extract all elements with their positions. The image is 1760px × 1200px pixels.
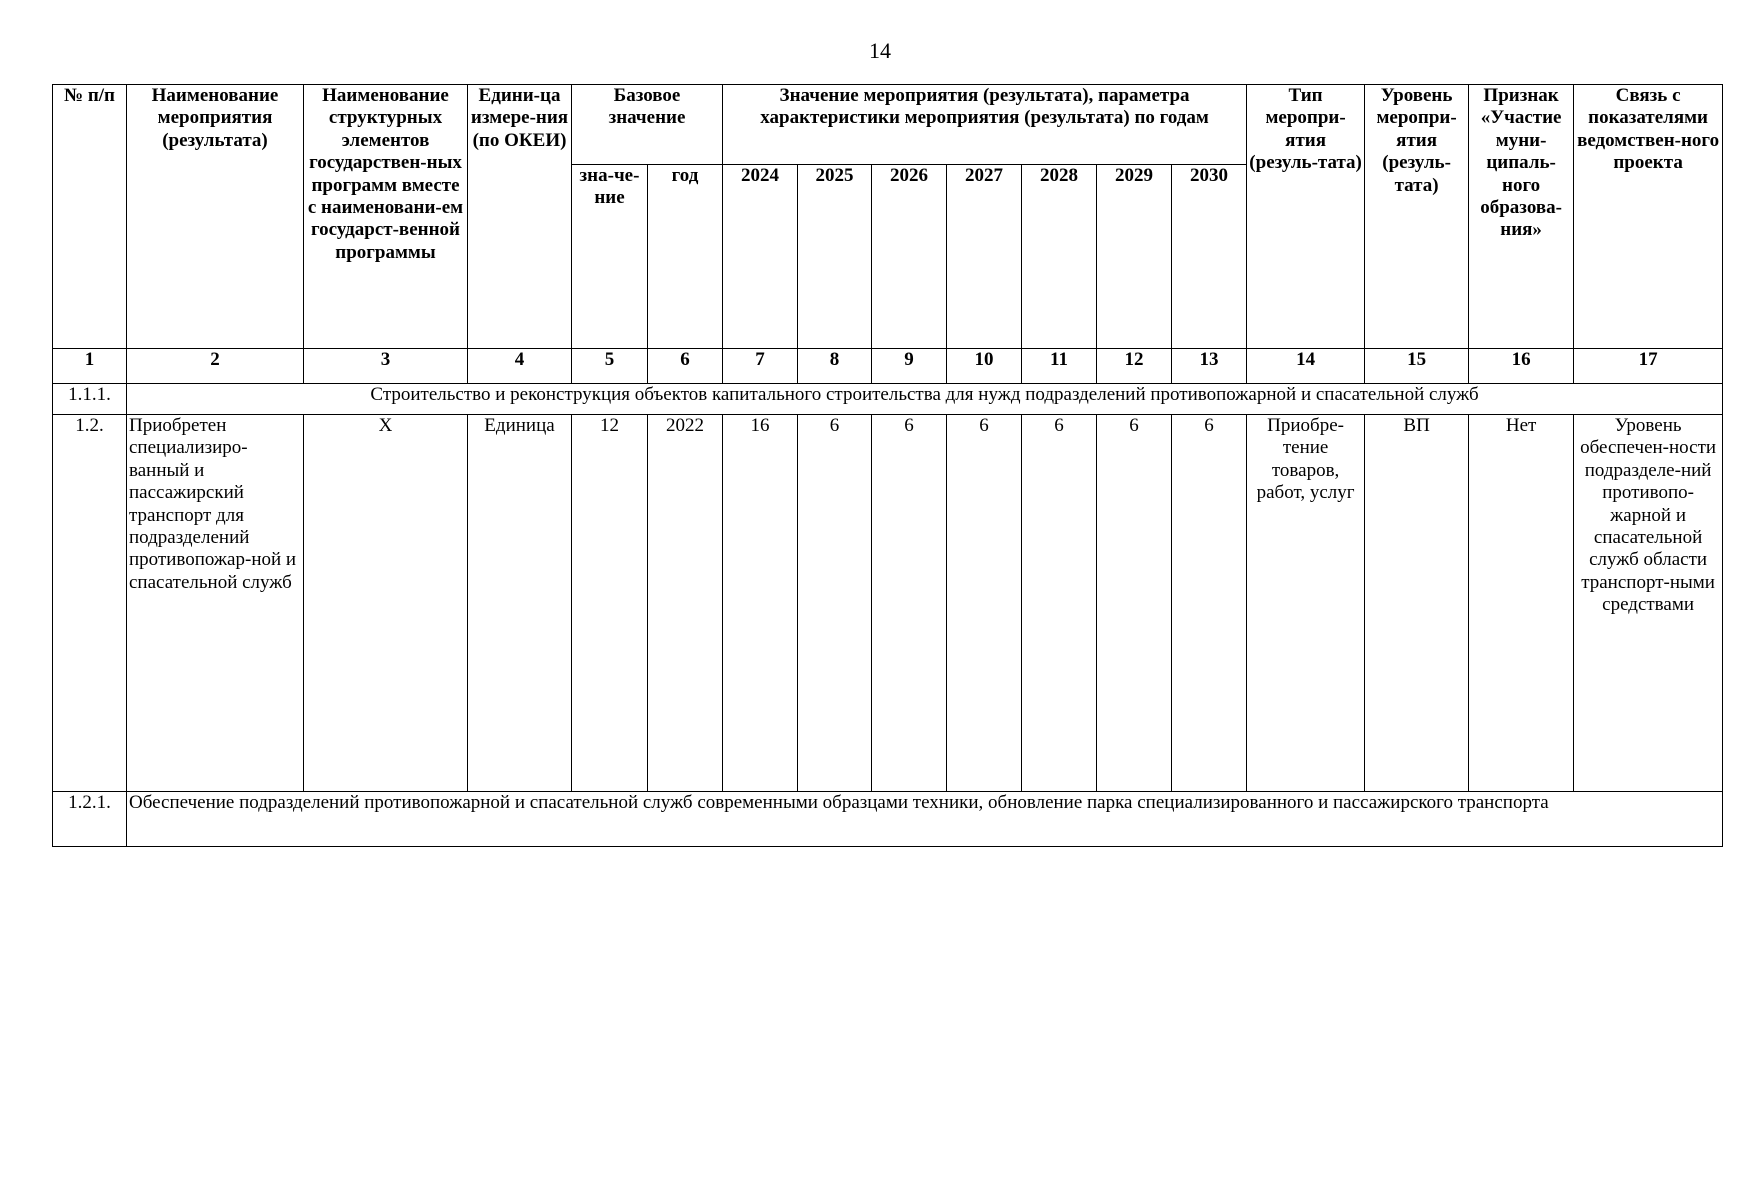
section-row-1-2-1 bbox=[53, 792, 1723, 847]
project-indicator-link: Уровень обеспечен-ности подразделе-ний противопо-жарной и спасательной служб области транспорт-ными средствами bbox=[1574, 415, 1723, 792]
unit: Единица bbox=[468, 415, 572, 792]
header-unit: Едини-ца измере-ния (по ОКЕИ) bbox=[468, 85, 572, 349]
column-number: 6 bbox=[648, 349, 723, 384]
header-base-group: Базовое значение bbox=[572, 85, 723, 165]
header-level: Уровень меропри-ятия (резуль-тата) bbox=[1365, 85, 1469, 349]
activity-name: Приобретен специализиро-ванный и пассажирский транспорт для подразделений противопожар-ной и спасательной служб bbox=[127, 415, 304, 792]
year-value: 6 bbox=[947, 415, 1022, 792]
column-number: 13 bbox=[1172, 349, 1247, 384]
activity-level: ВП bbox=[1365, 415, 1469, 792]
header-structural-elements: Наименование структурных элементов государствен-ных программ вместе с наименовани-ем государст-венной программы bbox=[304, 85, 468, 349]
column-number: 2 bbox=[127, 349, 304, 384]
section-index: 1.2.1. bbox=[53, 792, 127, 847]
year-value: 6 bbox=[798, 415, 872, 792]
section-row-1-1-1 bbox=[53, 384, 1723, 415]
base-year: 2022 bbox=[648, 415, 723, 792]
column-number: 8 bbox=[798, 349, 872, 384]
column-number: 1 bbox=[53, 349, 127, 384]
column-number: 9 bbox=[872, 349, 947, 384]
header-year: 2027 bbox=[947, 165, 1022, 349]
header-municipal: Признак «Участие муни-ципаль-ного образова-ния» bbox=[1469, 85, 1574, 349]
section-title: Обеспечение подразделений противопожарной и спасательной служб современными образцами техники, обновление парка специализированного и пассажирского транспорта bbox=[127, 792, 1723, 847]
year-value: 6 bbox=[872, 415, 947, 792]
header-base-year: год bbox=[648, 165, 723, 349]
header-values-group: Значение мероприятия (результата), параметра характеристики мероприятия (результата) по годам bbox=[723, 85, 1247, 165]
year-value: 6 bbox=[1172, 415, 1247, 792]
column-number: 16 bbox=[1469, 349, 1574, 384]
column-number: 3 bbox=[304, 349, 468, 384]
year-value: 16 bbox=[723, 415, 798, 792]
header-year: 2024 bbox=[723, 165, 798, 349]
column-number: 15 bbox=[1365, 349, 1469, 384]
header-year: 2030 bbox=[1172, 165, 1247, 349]
column-number: 12 bbox=[1097, 349, 1172, 384]
column-number: 4 bbox=[468, 349, 572, 384]
header-year: 2028 bbox=[1022, 165, 1097, 349]
municipal-participation: Нет bbox=[1469, 415, 1574, 792]
column-number: 5 bbox=[572, 349, 648, 384]
header-activity-name: Наименование мероприятия (результата) bbox=[127, 85, 304, 349]
header-row bbox=[53, 85, 1723, 165]
header-year: 2025 bbox=[798, 165, 872, 349]
base-value: 12 bbox=[572, 415, 648, 792]
header-year: 2029 bbox=[1097, 165, 1172, 349]
header-base-value: зна-че-ние bbox=[572, 165, 648, 349]
header-number: № п/п bbox=[53, 85, 127, 349]
year-value: 6 bbox=[1097, 415, 1172, 792]
table-row bbox=[53, 415, 1723, 792]
header-link: Связь с показателями ведомствен-ного проекта bbox=[1574, 85, 1723, 349]
column-number: 10 bbox=[947, 349, 1022, 384]
header-year: 2026 bbox=[872, 165, 947, 349]
column-number: 17 bbox=[1574, 349, 1723, 384]
column-numbers-row bbox=[53, 349, 1723, 384]
structural-element: Х bbox=[304, 415, 468, 792]
row-index: 1.2. bbox=[53, 415, 127, 792]
column-number: 14 bbox=[1247, 349, 1365, 384]
year-value: 6 bbox=[1022, 415, 1097, 792]
column-number: 11 bbox=[1022, 349, 1097, 384]
column-number: 7 bbox=[723, 349, 798, 384]
activities-table bbox=[52, 84, 1723, 847]
activity-type: Приобре-тение товаров, работ, услуг bbox=[1247, 415, 1365, 792]
section-title: Строительство и реконструкция объектов капитального строительства для нужд подразделений противопожарной и спасательной служб bbox=[127, 384, 1723, 415]
section-index: 1.1.1. bbox=[53, 384, 127, 415]
header-type: Тип меропри-ятия (резуль-тата) bbox=[1247, 85, 1365, 349]
page-number: 14 bbox=[869, 38, 891, 63]
